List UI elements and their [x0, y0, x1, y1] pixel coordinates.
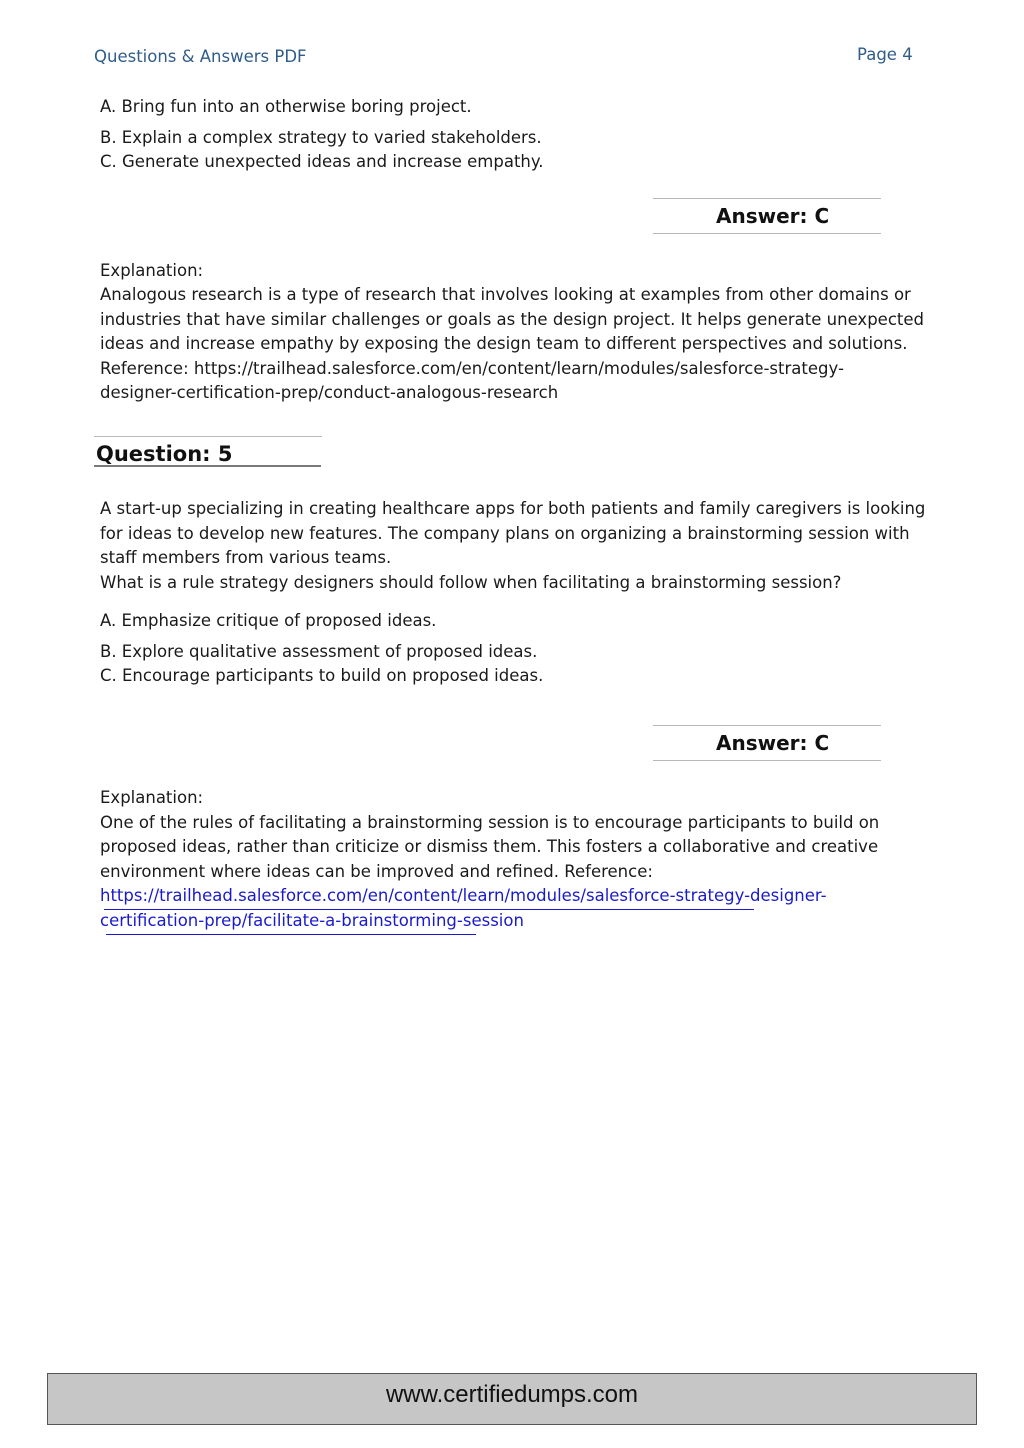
q5-question-line: for ideas to develop new features. The company plans on organizing a brainstorming session with: [100, 523, 910, 543]
q5-reference-link[interactable]: https://trailhead.salesforce.com/en/content/learn/modules/salesforce-strategy-designer-: [100, 886, 827, 905]
q5-question-line: A start-up specializing in creating healthcare apps for both patients and family caregivers is looking: [100, 499, 926, 518]
q5-answer-box: [653, 725, 881, 761]
q5-explanation-line: environment where ideas can be improved and refined. Reference:: [100, 861, 653, 881]
q5-explanation-line: One of the rules of facilitating a brainstorming session is to encourage participants to build on: [100, 812, 880, 832]
page-number: Page 4: [857, 45, 913, 64]
q5-option-a: A. Emphasize critique of proposed ideas.: [100, 611, 437, 630]
q5-explanation-line: proposed ideas, rather than criticize or dismiss them. This fosters a collaborative and creative: [100, 837, 879, 856]
q4-option-a: A. Bring fun into an otherwise boring project.: [100, 97, 472, 116]
q4-explanation-line: ideas and increase empathy by exposing the design team to different perspectives and solutions.: [100, 334, 908, 353]
question-divider-top: [94, 436, 322, 437]
question-divider-bottom: [94, 465, 321, 467]
q4-explanation-line: Reference: https://trailhead.salesforce.com/en/content/learn/modules/salesforce-strategy-: [100, 358, 844, 378]
q5-explanation-label: Explanation:: [100, 788, 204, 807]
q5-reference-link[interactable]: certification-prep/facilitate-a-brainstorming-session: [100, 910, 524, 930]
link-underline: [104, 909, 754, 910]
q4-answer: Answer: C: [716, 204, 830, 228]
q4-explanation-line: designer-certification-prep/conduct-analogous-research: [100, 383, 559, 402]
q5-option-c: C. Encourage participants to build on proposed ideas.: [100, 666, 544, 685]
q4-option-b: B. Explain a complex strategy to varied stakeholders.: [100, 128, 542, 147]
q4-explanation-label: Explanation:: [100, 261, 204, 280]
link-underline: [106, 934, 476, 935]
q5-answer: Answer: C: [716, 731, 830, 755]
q4-explanation-line: industries that have similar challenges or goals as the design project. It helps generate unexpected: [100, 309, 924, 329]
footer-bar: [47, 1373, 977, 1425]
question-title: Question: 5: [96, 442, 233, 466]
footer-site[interactable]: www.certifiedumps.com: [385, 1381, 639, 1408]
document-title: Questions & Answers PDF: [94, 47, 307, 66]
q5-option-b: B. Explore qualitative assessment of proposed ideas.: [100, 642, 538, 661]
q4-option-c: C. Generate unexpected ideas and increase empathy.: [100, 152, 544, 171]
q5-question-line: What is a rule strategy designers should follow when facilitating a brainstorming session?: [100, 572, 842, 592]
q4-explanation-line: Analogous research is a type of research that involves looking at examples from other domains or: [100, 285, 911, 304]
q4-answer-box: [653, 198, 881, 234]
q5-question-line: staff members from various teams.: [100, 548, 392, 567]
